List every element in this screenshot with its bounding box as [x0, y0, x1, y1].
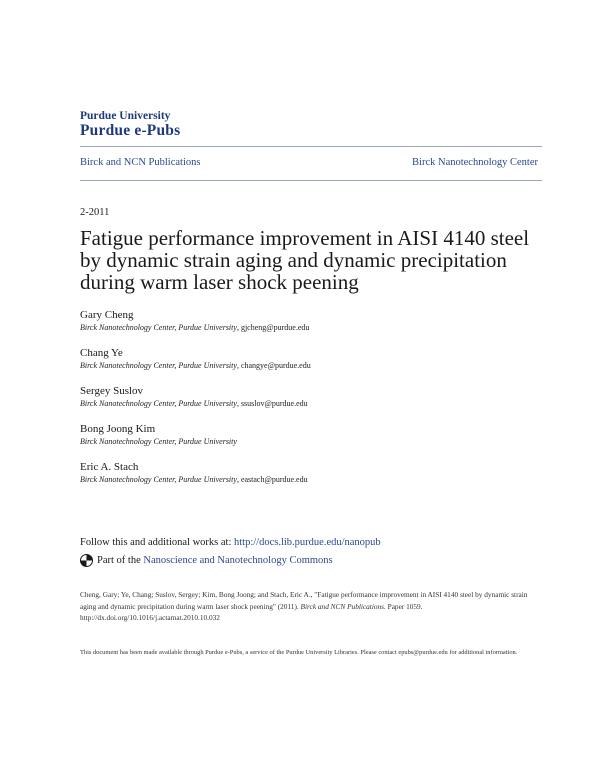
- follow-text: Follow this and additional works at:: [80, 537, 234, 548]
- divider-bottom: [80, 180, 542, 181]
- follow-line: [80, 537, 381, 548]
- author-name: Bong Joong Kim: [80, 423, 156, 435]
- commons-network-icon: [80, 554, 93, 567]
- paper-title: Fatigue performance improvement in AISI 4140 steel by dynamic strain aging and dynamic precipitation during warm laser shock peening: [80, 226, 530, 294]
- author-name: Eric A. Stach: [80, 461, 139, 473]
- author-entry: [80, 385, 540, 409]
- collection-link-birck-ncn[interactable]: Birck and NCN Publications: [80, 157, 201, 168]
- citation-series: Birck and NCN Publications.: [300, 601, 386, 611]
- author-entry: [80, 309, 540, 333]
- author-entry: [80, 461, 540, 485]
- divider-top: [80, 146, 542, 147]
- author-email: , ssuslov@purdue.edu: [236, 399, 308, 408]
- citation-doi[interactable]: http://dx.doi.org/10.1016/j.actamat.2010.10.032: [80, 613, 220, 622]
- author-affiliation: Birck Nanotechnology Center, Purdue University, gjcheng@purdue.edu: [80, 323, 310, 332]
- author-affiliation: Birck Nanotechnology Center, Purdue University, changye@purdue.edu: [80, 361, 311, 370]
- commons-link[interactable]: Nanoscience and Nanotechnology Commons: [143, 555, 333, 566]
- institution-name: Purdue University: [80, 110, 171, 122]
- part-of-line: [80, 554, 333, 567]
- author-list: [80, 309, 540, 499]
- author-affiliation: Birck Nanotechnology Center, Purdue University: [80, 437, 237, 446]
- citation-text: Cheng, Gary; Ye, Chang; Suslov, Sergey; Kim, Bong Joong; and Stach, Eric A., "Fatigue performance improvement in AISI 4140 steel by dynamic strain aging and dynamic precipitation during warm laser shock peening" (2011).: [80, 590, 528, 611]
- author-name: Sergey Suslov: [80, 385, 144, 397]
- author-email: , changye@purdue.edu: [236, 361, 311, 370]
- part-of-text: Part of the: [97, 555, 144, 566]
- nanopub-link[interactable]: http://docs.lib.purdue.edu/nanopub: [234, 537, 381, 548]
- citation-paper: Paper 1059.: [385, 601, 423, 611]
- repository-name[interactable]: Purdue e-Pubs: [80, 122, 181, 139]
- recommended-citation: [80, 589, 540, 624]
- author-email: , gjcheng@purdue.edu: [236, 323, 310, 332]
- collection-link-birck-center[interactable]: Birck Nanotechnology Center: [412, 157, 538, 168]
- author-entry: [80, 347, 540, 371]
- publication-date: 2-2011: [80, 207, 110, 218]
- author-affiliation: Birck Nanotechnology Center, Purdue University, ssuslov@purdue.edu: [80, 399, 308, 408]
- author-entry: [80, 423, 540, 447]
- availability-notice: This document has been made available through Purdue e-Pubs, a service of the Purdue University Libraries. Please contact epubs@purdue.edu for additional information.: [80, 649, 518, 656]
- author-name: Gary Cheng: [80, 309, 134, 321]
- author-name: Chang Ye: [80, 347, 123, 359]
- author-affiliation: Birck Nanotechnology Center, Purdue University, eastach@purdue.edu: [80, 475, 308, 484]
- author-email: , eastach@purdue.edu: [236, 475, 308, 484]
